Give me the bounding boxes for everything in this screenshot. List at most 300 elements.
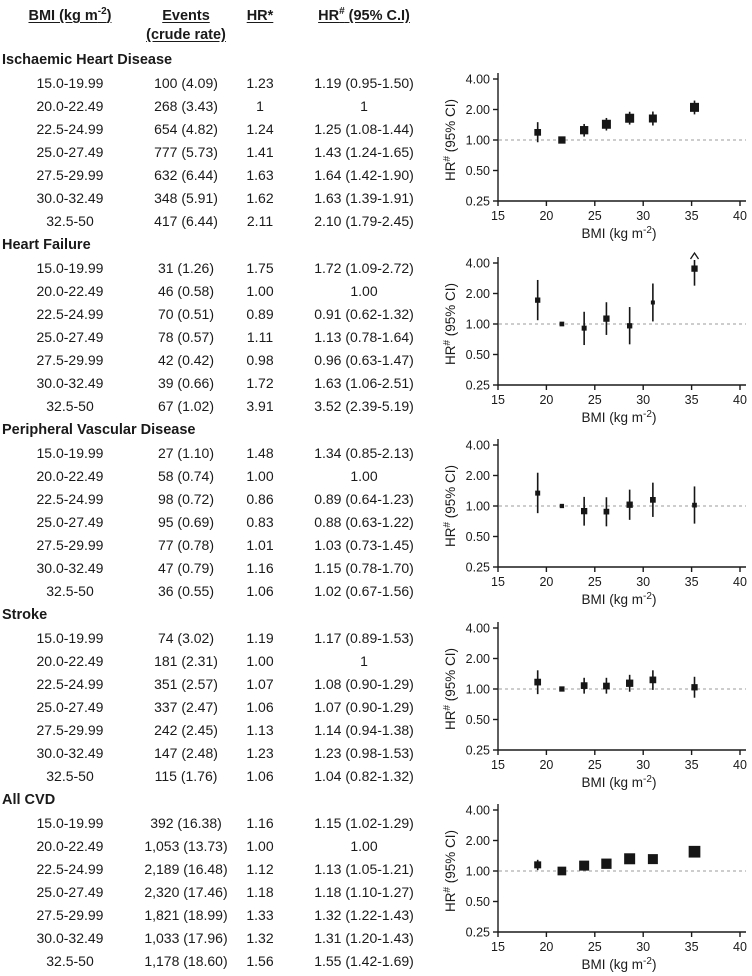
events-crude-rate-cell: 777 (5.73)	[154, 144, 218, 160]
events-crude-rate-cell: 1,178 (18.60)	[144, 953, 228, 969]
hr-crude-cell: 1.00	[246, 283, 274, 299]
y-tick-label: 0.50	[465, 530, 490, 544]
table-row	[0, 719, 440, 742]
hr-adjusted-ci-cell: 1.32 (1.22-1.43)	[314, 907, 414, 923]
bmi-range-cell: 27.5-29.99	[36, 167, 104, 183]
table-row	[0, 881, 440, 904]
x-tick-label: 30	[636, 209, 651, 223]
x-axis-title: BMI (kg $m^{-2}$)	[581, 225, 657, 241]
hr-crude-cell: 1.32	[246, 930, 274, 946]
x-tick-label: 20	[539, 940, 554, 954]
col-header-bmi	[0, 7, 140, 48]
data-points	[534, 101, 699, 144]
table-row	[0, 465, 440, 488]
y-tick-label: 0.25	[465, 194, 490, 209]
hr-point-marker	[580, 126, 588, 134]
events-crude-rate-cell: 77 (0.78)	[157, 537, 215, 553]
hr-crude-cell: 1.06	[246, 583, 274, 599]
y-tick-label: 2.00	[465, 834, 490, 848]
hr-point-marker	[624, 853, 635, 864]
table-header-row	[0, 0, 440, 48]
table-row	[0, 673, 440, 696]
hr-adjusted-ci-cell: 1.19 (0.95-1.50)	[314, 75, 414, 91]
hr-crude-cell: 1.13	[246, 722, 274, 738]
table-row	[0, 349, 440, 372]
col-header-hr-crude	[232, 7, 288, 48]
events-crude-rate-cell: 36 (0.55)	[157, 583, 215, 599]
bmi-range-cell: 22.5-24.99	[36, 491, 104, 507]
y-tick-label: 4.00	[465, 256, 490, 271]
hr-point-marker	[604, 509, 610, 515]
disease-section-rows	[0, 627, 440, 788]
hr-adjusted-ci-cell: 1.15 (0.78-1.70)	[314, 560, 414, 576]
hr-point-marker	[648, 854, 658, 864]
hr-crude-cell: 1.12	[246, 861, 274, 877]
x-axis-title: BMI (kg $m^{-2}$)	[581, 409, 657, 425]
x-tick-label: 35	[684, 575, 699, 589]
hr-adjusted-ci-cell: 0.88 (0.63-1.22)	[314, 514, 414, 530]
bmi-range-cell: 32.5-50	[46, 953, 94, 969]
hr-adjusted-ci-cell: 1.55 (1.42-1.69)	[314, 953, 414, 969]
bmi-range-cell: 20.0-22.49	[36, 98, 104, 114]
hr-point-marker	[560, 322, 565, 327]
hr-adjusted-ci-cell: 1.13 (0.78-1.64)	[314, 329, 414, 345]
x-axis-title: BMI (kg $m^{-2}$)	[581, 774, 657, 790]
disease-section	[0, 418, 440, 603]
hr-crude-cell: 1.18	[246, 884, 274, 900]
data-points	[535, 253, 698, 345]
events-crude-rate-cell: 147 (2.48)	[154, 745, 218, 761]
hr-adjusted-ci-cell: 1.17 (0.89-1.53)	[314, 630, 414, 646]
hr-point-marker	[582, 326, 587, 331]
hr-adjusted-ci-cell: 1	[360, 653, 368, 669]
table-body	[0, 48, 440, 973]
hr-crude-cell: 1.06	[246, 768, 274, 784]
table-row	[0, 812, 440, 835]
table-row	[0, 765, 440, 788]
hr-point-marker	[581, 682, 588, 689]
y-tick-label: 0.50	[465, 713, 490, 727]
hr-crude-cell: 1.23	[246, 75, 274, 91]
table-row	[0, 557, 440, 580]
axis-labels	[442, 804, 747, 973]
hr-adjusted-ci-cell: 1.00	[350, 468, 378, 484]
table-row	[0, 696, 440, 719]
bmi-range-cell: 30.0-32.49	[36, 745, 104, 761]
table-row	[0, 580, 440, 603]
bmi-range-cell: 32.5-50	[46, 213, 94, 229]
table-row	[0, 858, 440, 881]
x-tick-label: 35	[684, 940, 699, 954]
hr-crude-cell: 0.89	[246, 306, 274, 322]
table-row	[0, 904, 440, 927]
x-tick-label: 20	[539, 209, 554, 223]
y-tick-label: 0.25	[465, 743, 490, 758]
disease-section	[0, 603, 440, 788]
table-row	[0, 118, 440, 141]
hr-adjusted-ci-cell: 1.07 (0.90-1.29)	[314, 699, 414, 715]
y-tick-label: 1.00	[465, 864, 490, 879]
x-tick-label: 40	[733, 393, 747, 407]
disease-section	[0, 233, 440, 418]
table-row	[0, 534, 440, 557]
bmi-range-cell: 32.5-50	[46, 398, 94, 414]
hr-point-marker	[627, 323, 632, 328]
table-row	[0, 257, 440, 280]
hr-adjusted-ci-cell: 1.04 (0.82-1.32)	[314, 768, 414, 784]
hr-adjusted-ci-cell: 1.31 (1.20-1.43)	[314, 930, 414, 946]
hr-crude-cell: 1.19	[246, 630, 274, 646]
hr-adjusted-ci-cell: 1.08 (0.90-1.29)	[314, 676, 414, 692]
table-row	[0, 927, 440, 950]
axis-labels	[442, 439, 747, 608]
bmi-range-cell: 15.0-19.99	[36, 75, 104, 91]
bmi-superscript: -2	[97, 6, 107, 18]
hr-point-marker	[560, 504, 564, 508]
disease-section-rows	[0, 257, 440, 418]
table-row	[0, 72, 440, 95]
hr-adjusted-ci-cell: 1	[360, 98, 368, 114]
events-crude-rate-cell: 42 (0.42)	[157, 352, 215, 368]
disease-section-rows	[0, 812, 440, 973]
x-tick-label: 15	[491, 393, 505, 407]
table-row	[0, 141, 440, 164]
events-crude-rate-cell: 31 (1.26)	[157, 260, 215, 276]
events-crude-rate-cell: 46 (0.58)	[157, 283, 215, 299]
hr-adjusted-ci-cell: 1.15 (1.02-1.29)	[314, 815, 414, 831]
events-crude-rate-cell: 654 (4.82)	[154, 121, 218, 137]
hr-point-marker	[692, 503, 697, 508]
forest-plot-peripheral-vascular-disease	[440, 418, 752, 608]
bmi-range-cell: 30.0-32.49	[36, 560, 104, 576]
forest-plot-heart-failure	[440, 236, 752, 426]
bmi-range-cell: 27.5-29.99	[36, 907, 104, 923]
hr-crude-cell: 1.00	[246, 468, 274, 484]
hr-crude-cell: 1.75	[246, 260, 274, 276]
col-header-events	[140, 7, 232, 48]
y-tick-label: 1.00	[465, 682, 490, 697]
hr-crude-cell: 0.98	[246, 352, 274, 368]
hr-crude-cell: 1.06	[246, 699, 274, 715]
hr-adjusted-ci-cell: 1.43 (1.24-1.65)	[314, 144, 414, 160]
table-row	[0, 650, 440, 673]
hr-point-marker	[534, 129, 541, 136]
hr-adjusted-ci-cell: 0.91 (0.62-1.32)	[314, 306, 414, 322]
events-crude-rate-cell: 268 (3.43)	[154, 98, 218, 114]
events-crude-rate-cell: 39 (0.66)	[157, 375, 215, 391]
col-header-hr-adjusted	[288, 7, 440, 48]
hr-crude-cell: 0.86	[246, 491, 274, 507]
hr-crude-cell: 1.72	[246, 375, 274, 391]
x-tick-label: 25	[587, 209, 602, 223]
x-tick-label: 20	[539, 393, 554, 407]
hr-point-marker	[559, 686, 564, 691]
events-crude-rate-cell: 78 (0.57)	[157, 329, 215, 345]
events-crude-rate-cell: 115 (1.76)	[154, 768, 218, 784]
hr-adjusted-ci-cell: 1.18 (1.10-1.27)	[314, 884, 414, 900]
y-axis-title: HR# (95% CI)	[442, 282, 458, 366]
hr-point-marker	[603, 315, 609, 321]
x-tick-label: 30	[636, 393, 651, 407]
hr-crude-cell: 0.83	[246, 514, 274, 530]
hr-point-marker	[581, 508, 587, 514]
events-header-line1: Events	[162, 8, 210, 24]
hr-crude-header-text: HR*	[246, 8, 274, 24]
hr-crude-cell: 1.00	[246, 653, 274, 669]
table-row	[0, 326, 440, 349]
bmi-range-cell: 32.5-50	[46, 768, 94, 784]
disease-section-title: Heart Failure	[2, 237, 91, 253]
hr-adjusted-ci-cell: 1.34 (0.85-2.13)	[314, 445, 414, 461]
events-crude-rate-cell: 67 (1.02)	[157, 398, 215, 414]
disease-section	[0, 48, 440, 233]
events-crude-rate-cell: 95 (0.69)	[157, 514, 215, 530]
hr-point-marker	[691, 265, 697, 271]
events-crude-rate-cell: 98 (0.72)	[157, 491, 215, 507]
hr-adjusted-ci-cell: 1.14 (0.94-1.38)	[314, 722, 414, 738]
hr-adjusted-ci-cell: 1.00	[350, 838, 378, 854]
events-crude-rate-cell: 74 (3.02)	[157, 630, 215, 646]
x-tick-label: 40	[733, 758, 747, 772]
table-row	[0, 164, 440, 187]
x-tick-label: 40	[733, 940, 747, 954]
x-tick-label: 30	[636, 575, 651, 589]
hr-adjusted-ci-cell: 1.63 (1.06-2.51)	[314, 375, 414, 391]
x-tick-label: 15	[491, 209, 505, 223]
hr-point-marker	[651, 301, 655, 305]
table-row	[0, 835, 440, 858]
x-tick-label: 25	[587, 575, 602, 589]
bmi-range-cell: 25.0-27.49	[36, 884, 104, 900]
hr-crude-cell: 1.56	[246, 953, 274, 969]
bmi-range-cell: 15.0-19.99	[36, 260, 104, 276]
hr-crude-cell: 1.23	[246, 745, 274, 761]
disease-section	[0, 788, 440, 973]
y-tick-label: 0.50	[465, 164, 490, 178]
table-row	[0, 742, 440, 765]
disease-section-title: Peripheral Vascular Disease	[2, 422, 196, 438]
forest-plot-all-cvd	[440, 783, 752, 973]
hr-crude-cell: 1.16	[246, 560, 274, 576]
hr-crude-cell: 1.11	[246, 329, 274, 345]
hr-point-marker	[691, 684, 697, 690]
x-tick-label: 15	[491, 758, 505, 772]
x-tick-label: 40	[733, 575, 747, 589]
x-tick-label: 25	[587, 393, 602, 407]
bmi-range-cell: 22.5-24.99	[36, 121, 104, 137]
x-tick-label: 25	[587, 758, 602, 772]
hr-adjusted-ci-cell: 2.10 (1.79-2.45)	[314, 213, 414, 229]
y-tick-label: 1.00	[465, 133, 490, 148]
events-crude-rate-cell: 47 (0.79)	[157, 560, 215, 576]
hr-adjusted-ci-cell: 0.96 (0.63-1.47)	[314, 352, 414, 368]
y-tick-label: 4.00	[465, 72, 490, 87]
table-row	[0, 372, 440, 395]
disease-section-title: Stroke	[2, 607, 48, 623]
axis-labels	[442, 73, 747, 242]
ci-exceeds-axis-arrow	[691, 253, 699, 259]
bmi-range-cell: 20.0-22.49	[36, 283, 104, 299]
bmi-range-cell: 22.5-24.99	[36, 676, 104, 692]
hr-point-marker	[579, 861, 589, 871]
table-row	[0, 280, 440, 303]
hr-crude-cell: 1.41	[246, 144, 274, 160]
disease-section-title: All CVD	[2, 792, 56, 808]
table-row	[0, 442, 440, 465]
x-tick-label: 30	[636, 940, 651, 954]
bmi-range-cell: 30.0-32.49	[36, 930, 104, 946]
y-tick-label: 0.25	[465, 925, 490, 940]
y-tick-label: 0.50	[465, 895, 490, 909]
data-points	[534, 670, 697, 697]
events-crude-rate-cell: 392 (16.38)	[150, 815, 222, 831]
disease-section-rows	[0, 72, 440, 233]
y-tick-label: 4.00	[465, 803, 490, 818]
hr-crude-cell: 3.91	[246, 398, 274, 414]
x-axis-title: BMI (kg $m^{-2}$)	[581, 591, 657, 607]
table-row	[0, 210, 440, 233]
x-axis-title: BMI (kg $m^{-2}$)	[581, 956, 657, 972]
y-tick-label: 2.00	[465, 469, 490, 483]
x-tick-label: 15	[491, 940, 505, 954]
y-tick-label: 2.00	[465, 652, 490, 666]
bmi-range-cell: 30.0-32.49	[36, 375, 104, 391]
hr-adjusted-ci-cell: 1.03 (0.73-1.45)	[314, 537, 414, 553]
bmi-range-cell: 27.5-29.99	[36, 722, 104, 738]
y-axis-title: HR# (95% CI)	[442, 464, 458, 548]
hr-point-marker	[601, 859, 611, 869]
hr-adjusted-ci-cell: 1.00	[350, 283, 378, 299]
hr-crude-cell: 1.33	[246, 907, 274, 923]
disease-section-title: Ischaemic Heart Disease	[2, 52, 173, 68]
hr-crude-cell: 1.63	[246, 167, 274, 183]
events-crude-rate-cell: 351 (2.57)	[154, 676, 218, 692]
bmi-range-cell: 27.5-29.99	[36, 537, 104, 553]
y-tick-label: 0.50	[465, 348, 490, 362]
hr-point-marker	[625, 114, 634, 123]
events-crude-rate-cell: 2,320 (17.46)	[144, 884, 228, 900]
table-row	[0, 488, 440, 511]
forest-plot-column	[440, 0, 752, 976]
hr-crude-cell: 1.16	[246, 815, 274, 831]
hr-crude-cell: 1.01	[246, 537, 274, 553]
table-row	[0, 95, 440, 118]
y-axis-title: HR# (95% CI)	[442, 647, 458, 731]
hr-adjusted-header-text: HR# (95% C.I)	[318, 6, 410, 24]
hr-crude-cell: 1.24	[246, 121, 274, 137]
bmi-range-cell: 15.0-19.99	[36, 630, 104, 646]
events-crude-rate-cell: 337 (2.47)	[154, 699, 218, 715]
events-crude-rate-cell: 27 (1.10)	[157, 445, 215, 461]
events-crude-rate-cell: 58 (0.74)	[157, 468, 215, 484]
hr-adjusted-ci-cell: 1.72 (1.09-2.72)	[314, 260, 414, 276]
bmi-range-cell: 22.5-24.99	[36, 861, 104, 877]
hr-point-marker	[649, 115, 657, 123]
table-row	[0, 395, 440, 418]
hr-adjusted-ci-cell: 1.63 (1.39-1.91)	[314, 190, 414, 206]
y-tick-label: 2.00	[465, 103, 490, 117]
events-crude-rate-cell: 417 (6.44)	[154, 213, 218, 229]
y-axis-title: HR# (95% CI)	[442, 98, 458, 182]
table-row	[0, 187, 440, 210]
x-tick-label: 20	[539, 575, 554, 589]
x-tick-label: 25	[587, 940, 602, 954]
y-axis-title: HR# (95% CI)	[442, 829, 458, 913]
y-tick-label: 0.25	[465, 560, 490, 575]
events-crude-rate-cell: 1,053 (13.73)	[144, 838, 228, 854]
hr-adjusted-ci-cell: 1.64 (1.42-1.90)	[314, 167, 414, 183]
hr-crude-cell: 1	[256, 98, 264, 114]
hr-point-marker	[690, 103, 699, 112]
events-crude-rate-cell: 242 (2.45)	[154, 722, 218, 738]
hr-point-marker	[534, 861, 541, 868]
bmi-range-cell: 25.0-27.49	[36, 699, 104, 715]
y-tick-label: 4.00	[465, 621, 490, 636]
hr-crude-cell: 1.00	[246, 838, 274, 854]
y-tick-label: 0.25	[465, 378, 490, 393]
hr-point-marker	[535, 491, 540, 496]
events-crude-rate-cell: 2,189 (16.48)	[144, 861, 228, 877]
hr-adjusted-ci-cell: 1.02 (0.67-1.56)	[314, 583, 414, 599]
axis-labels	[442, 622, 747, 791]
disease-section-rows	[0, 442, 440, 603]
bmi-header-text: BMI (kg $m^{-2}$)	[28, 6, 112, 24]
hr-crude-cell: 2.11	[246, 213, 274, 229]
events-crude-rate-cell: 1,821 (18.99)	[144, 907, 228, 923]
events-crude-rate-cell: 100 (4.09)	[154, 75, 218, 91]
hr-point-marker	[689, 846, 701, 858]
hr-point-marker	[535, 297, 540, 302]
x-tick-label: 15	[491, 575, 505, 589]
y-tick-label: 1.00	[465, 317, 490, 332]
hr-point-marker	[602, 120, 611, 129]
hr-adjusted-superscript: #	[339, 6, 345, 18]
bmi-range-cell: 32.5-50	[46, 583, 94, 599]
table-row	[0, 950, 440, 973]
hr-adjusted-ci-cell: 1.13 (1.05-1.21)	[314, 861, 414, 877]
x-tick-label: 20	[539, 758, 554, 772]
bmi-range-cell: 20.0-22.49	[36, 653, 104, 669]
y-tick-label: 1.00	[465, 499, 490, 514]
axis-labels	[442, 257, 747, 426]
table-row	[0, 627, 440, 650]
hr-point-marker	[603, 683, 610, 690]
bmi-range-cell: 30.0-32.49	[36, 190, 104, 206]
events-crude-rate-cell: 348 (5.91)	[154, 190, 218, 206]
bmi-range-cell: 25.0-27.49	[36, 144, 104, 160]
y-tick-label: 4.00	[465, 438, 490, 453]
x-tick-label: 40	[733, 209, 747, 223]
hr-adjusted-ci-cell: 0.89 (0.64-1.23)	[314, 491, 414, 507]
hr-adjusted-ci-cell: 1.23 (0.98-1.53)	[314, 745, 414, 761]
hr-point-marker	[650, 677, 657, 684]
hr-point-marker	[626, 502, 632, 508]
forest-plot-stroke	[440, 601, 752, 791]
x-tick-label: 30	[636, 758, 651, 772]
table-row	[0, 511, 440, 534]
bmi-range-cell: 15.0-19.99	[36, 445, 104, 461]
x-tick-label: 35	[684, 209, 699, 223]
events-crude-rate-cell: 632 (6.44)	[154, 167, 218, 183]
hr-adjusted-ci-cell: 1.25 (1.08-1.44)	[314, 121, 414, 137]
bmi-range-cell: 25.0-27.49	[36, 514, 104, 530]
data-points	[535, 473, 697, 527]
hr-point-marker	[558, 867, 567, 876]
forest-plot-ischaemic-heart-disease	[440, 52, 752, 242]
x-tick-label: 35	[684, 758, 699, 772]
events-header-line2: (crude rate)	[146, 27, 226, 43]
bmi-range-cell: 27.5-29.99	[36, 352, 104, 368]
